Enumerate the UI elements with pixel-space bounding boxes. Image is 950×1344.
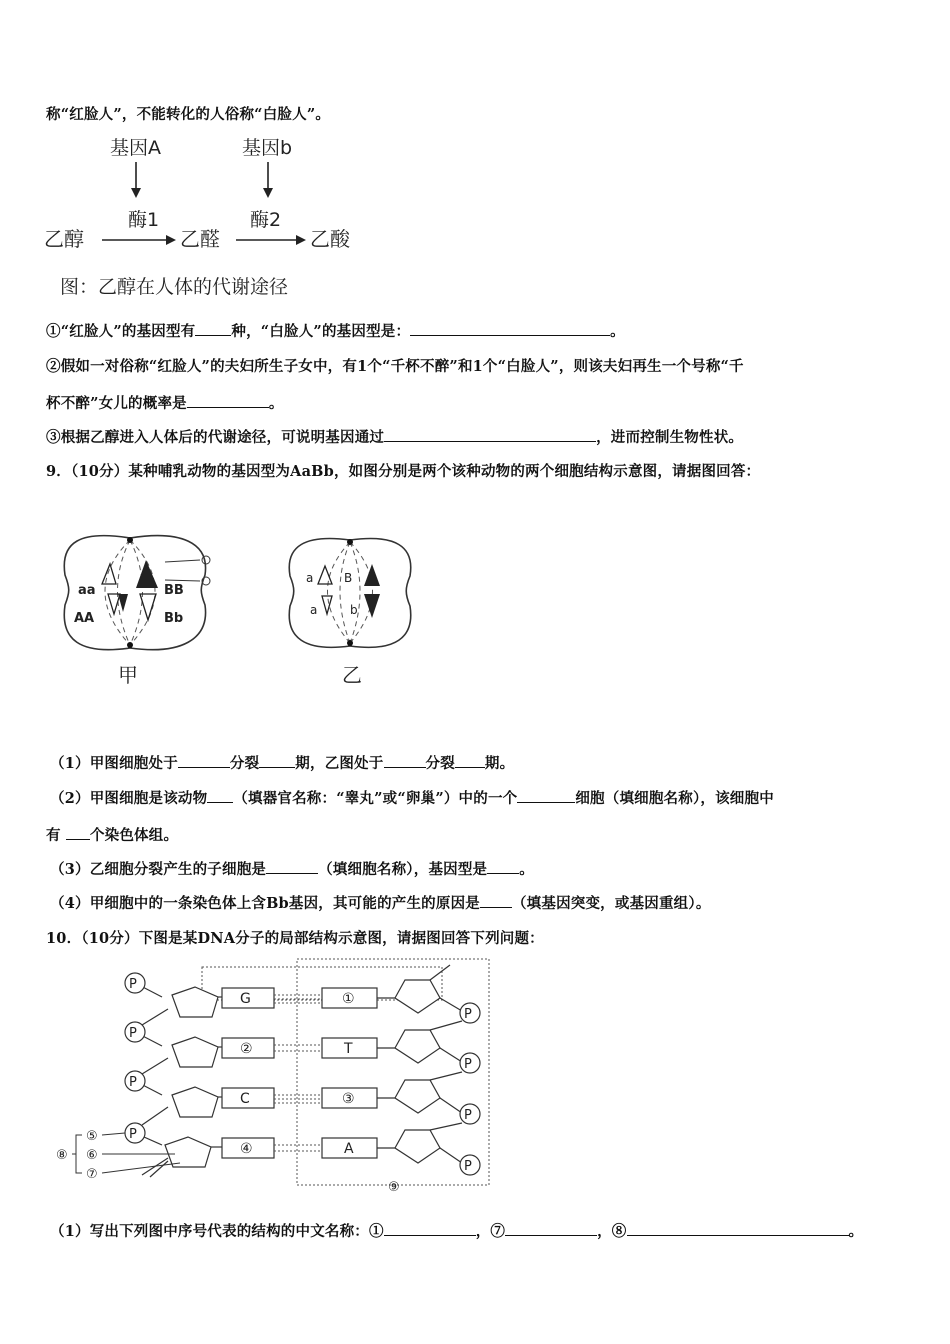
q9-blank-1[interactable] [178,753,230,768]
q8-part2-line2: 杯不醉”女儿的概率是 。 [46,395,284,412]
q8-blank-2[interactable] [410,321,610,336]
q8-part2-line1: ②假如一对俗称“红脸人”的夫妇所生子女中，有1个“千杯不醉”和1个“白脸人”，则该夫妇再生一个号称“千 [46,358,744,375]
q9-blank-3[interactable] [384,753,426,768]
q9-sub2-line2: 有 个染色体组。 [46,827,179,844]
phosphate-l2: P [129,1026,137,1041]
left-base-4: ④ [240,1141,253,1157]
phosphate-l4: P [129,1127,137,1142]
jia-gene-2: BB [164,583,184,598]
q10-blank-1[interactable] [384,1221,476,1236]
enzyme1-label: 酶1 [128,209,160,231]
label-6: ⑥ [86,1148,98,1163]
cell-yi [289,539,411,688]
q9-sub1: （1）甲图细胞处于 分裂 期，乙图处于 分裂 期。 [50,755,515,772]
right-base-4: A [344,1141,354,1157]
left-base-3: C [240,1091,250,1107]
dna-structure-figure [50,955,500,1195]
cell-division-figure [60,530,440,690]
left-base-1: G [240,991,251,1007]
label-8: ⑧ [56,1148,68,1163]
q9-blank-8[interactable] [266,859,318,874]
jia-gene-4: Bb [164,611,184,626]
jia-gene-3: AA [74,611,95,626]
q9-blank-10[interactable] [480,893,512,908]
yi-gene-1: a [306,571,314,585]
gene-a-label: 基因A [110,137,161,159]
intro-line: 称“红脸人”，不能转化的人俗称“白脸人”。 [46,106,331,123]
q9-blank-5[interactable] [207,788,233,803]
q9-blank-9[interactable] [487,859,519,874]
right-base-2: T [344,1041,353,1057]
q10-stem: 10．（10分）下图是某DNA分子的局部结构示意图，请据图回答下列问题： [46,930,544,947]
q9-sub2-line1: （2）甲图细胞是该动物 （填器官名称：“睾丸”或“卵巢”）中的一个 细胞（填细胞名称），该细胞中 [50,790,774,807]
q10-blank-2[interactable] [505,1221,597,1236]
acetic-acid-label: 乙酸 [310,227,350,251]
gene-b-arrow-head [263,188,273,198]
metabolism-pathway-figure [40,130,370,305]
phosphate-r4: P [464,1159,472,1174]
gene-b-label: 基因b [242,137,293,159]
q8-part1: ①“红脸人”的基因型有 种，“白脸人”的基因型是： 。 [46,323,625,340]
q9-stem: 9．（10分）某种哺乳动物的基因型为AaBb，如图分别是两个该种动物的两个细胞结构示意图，请据图回答： [46,463,761,480]
label-7: ⑦ [86,1167,98,1182]
yi-gene-4: b [350,603,358,617]
box-label: ⑨ [388,1180,400,1195]
q9-blank-7[interactable] [66,825,90,840]
q8-blank-4[interactable] [384,427,596,442]
left-base-2: ② [240,1041,253,1057]
q10-blank-3[interactable] [627,1221,849,1236]
q10-sub1: （1）写出下列图中序号代表的结构的中文名称：① ，⑦ ，⑧ 。 [50,1223,864,1240]
gene-a-arrow-head [131,188,141,198]
phosphate-r3: P [464,1108,472,1123]
phosphate-l3: P [129,1075,137,1090]
arrow-1-head [166,235,176,245]
pathway-caption: 图：乙醇在人体的代谢途径 [60,276,289,298]
q8-part3: ③根据乙醇进入人体后的代谢途径，可说明基因通过 ，进而控制生物性状。 [46,429,744,446]
yi-gene-2: B [344,571,353,585]
arrow-2-head [296,235,306,245]
phosphate-l1: P [129,977,137,992]
q9-sub4: （4）甲细胞中的一条染色体上含Bb基因，其可能的产生的原因是 （填基因突变，或基因重组）。 [50,895,711,912]
q9-blank-6[interactable] [517,788,575,803]
acetaldehyde-label: 乙醛 [180,227,220,251]
cell-jia [64,536,210,687]
label-5: ⑤ [86,1129,98,1144]
enzyme2-label: 酶2 [250,209,282,231]
q9-blank-2[interactable] [259,753,295,768]
q9-blank-4[interactable] [455,753,485,768]
phosphate-r1: P [464,1007,472,1022]
yi-label: 乙 [342,663,362,687]
q8-blank-3[interactable] [187,393,269,408]
ethanol-label: 乙醇 [44,227,84,251]
q9-sub3: （3）乙细胞分裂产生的子细胞是 （填细胞名称），基因型是 。 [50,861,534,878]
jia-label: 甲 [118,663,138,687]
jia-gene-1: aa [78,583,96,598]
right-base-3: ③ [342,1091,355,1107]
right-base-1: ① [342,991,355,1007]
phosphate-r2: P [464,1057,472,1072]
yi-gene-3: a [310,603,318,617]
q8-blank-1[interactable] [195,321,231,336]
